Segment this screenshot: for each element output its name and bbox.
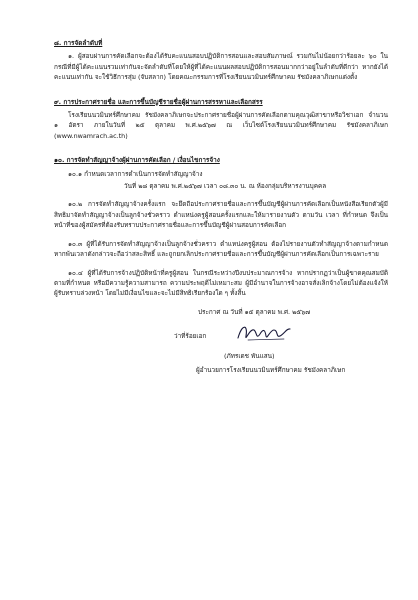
section-10-item-1-detail: วันที่ ๒๘ ตุลาคม พ.ศ.๒๕๖๗ เวลา ๐๘.๓๐ น. ณ ห้องกลุ่มบริหารงานบุคคล xyxy=(124,182,327,191)
section-10-heading: ๑๐. การจัดทำสัญญาจ้างผู้ผ่านการคัดเลือก / เงื่อนไขการจ้าง xyxy=(54,156,220,165)
signer-rank: ว่าที่ร้อยเอก xyxy=(174,331,207,340)
announce-date: ประกาศ ณ วันที่ ๑๕ ตุลาคม พ.ศ. ๒๕๖๗ xyxy=(198,307,311,316)
section-9-body xyxy=(54,110,388,141)
signer-name: (ภัทรเดช พันแสน) xyxy=(224,351,275,360)
section-8-heading: ๘. การจัดลำดับที่ xyxy=(54,39,103,47)
section-9-text: โรงเรียนนวมินทร์ศึกษาคม รัชมังคลาภิเษกจะประกาศรายชื่อผู้ผ่านการคัดเลือกตามคุณวุฒิสาขาหรือวิชาเอก จำนวน ๑ อัตรา ภายในวันที่ ๒๕ ตุลาคม พ.ศ.๒๕๖๗ ณ เว็บไซต์โรงเรียนนวมินทร์ศึกษาคม รัชมังคลาภิเษก xyxy=(54,111,388,130)
handwritten-signature xyxy=(234,320,294,346)
signature-block xyxy=(54,307,388,417)
section-10-item-1: ๑๐.๑ กำหนดเวลาการดำเนินการจัดทำสัญญาจ้าง xyxy=(68,169,203,178)
section-9-heading: ๙. การประกาศรายชื่อ และการขึ้นบัญชีรายชื่อผู้ผ่านการสรรหาและเลือกสรร xyxy=(54,97,263,106)
section-10-item-2: ๑๐.๒ การจัดทำสัญญาจ้างครั้งแรก จะยึดถือประกาศรายชื่อและการขึ้นบัญชีผู้ผ่านการคัดเลือกเป็นหนังสือเรียกตัวผู้มีสิทธิมาจัดทำสัญญาจ้างเป็นลูกจ้างชั่วคราว ตำแหน่งครูผู้สอนครั้งแรกและให้มารายงานตัว ตามวัน เวลา ที่กำหนด จึงเป็นหน้าที่ของผู้สมัครที่ต้องรับทราบประกาศรายชื่อและการขึ้นบัญชีผู้ผ่านสอบการคัดเลือก xyxy=(54,200,388,230)
school-website-link[interactable]: (www.nwamrach.ac.th) xyxy=(54,131,128,140)
section-10-item-3: ๑๐.๓ ผู้ที่ได้รับการจัดทำสัญญาจ้างเป็นลูกจ้างชั่วคราว ตำแหน่งครูผู้สอน ต้องไปรายงานตัวทำสัญญาจ้างตามกำหนด หากพ้นเวลาดังกล่าวจะถือว่าสละสิทธิ์ และถูกยกเลิกประกาศรายชื่อและการขึ้นบัญชีผู้ผ่านการคัดเลือกเป็นการเฉพาะราย xyxy=(54,239,388,259)
section-10-item-4: ๑๐.๔ ผู้ที่ได้รับการจ้างปฏิบัติหน้าที่ครูผู้สอน ในกรณีระหว่างปีงบประมาณการจ้าง หากปรากฏว่าเป็นผู้ขาดคุณสมบัติตามที่กำหนด หรือมีความรู้ความสามารถ ความประพฤติไม่เหมาะสม ผู้มีอำนาจในการจ้างอาจสั่งเลิกจ้างโดยไม่ต้องแจ้งให้ผู้รับทราบล่วงหน้า โดยไม่มีเงื่อนไขและจะไม่มีสิทธิเรียกร้องใด ๆ ทั้งสิ้น xyxy=(54,268,388,298)
signer-title: ผู้อำนวยการโรงเรียนนวมินทร์ศึกษาคม รัชมังคลาภิเษก xyxy=(196,365,346,374)
section-8-body: ๑. ผู้สอบผ่านการคัดเลือกจะต้องได้รับคะแนนสอบปฏิบัติการสอนและสอบสัมภาษณ์ รวมกันไม่น้อยกว่าร้อยละ ๖๐ ในกรณีที่มีผู้ได้คะแนนรวมเท่ากันจะจัดลำดับที่โดยให้ผู้ที่ได้คะแนนผลสอบปฏิบัติการสอนมากกว่าอยู่ในลำดับที่ดีกว่า หากยังได้คะแนนเท่ากัน จะใช้วิธีการสุ่ม (จับสลาก) โดยคณะกรรมการที่โรงเรียนนวมินทร์ศึกษาคม รัชมังคลาภิเษกแต่งตั้ง xyxy=(54,52,388,82)
